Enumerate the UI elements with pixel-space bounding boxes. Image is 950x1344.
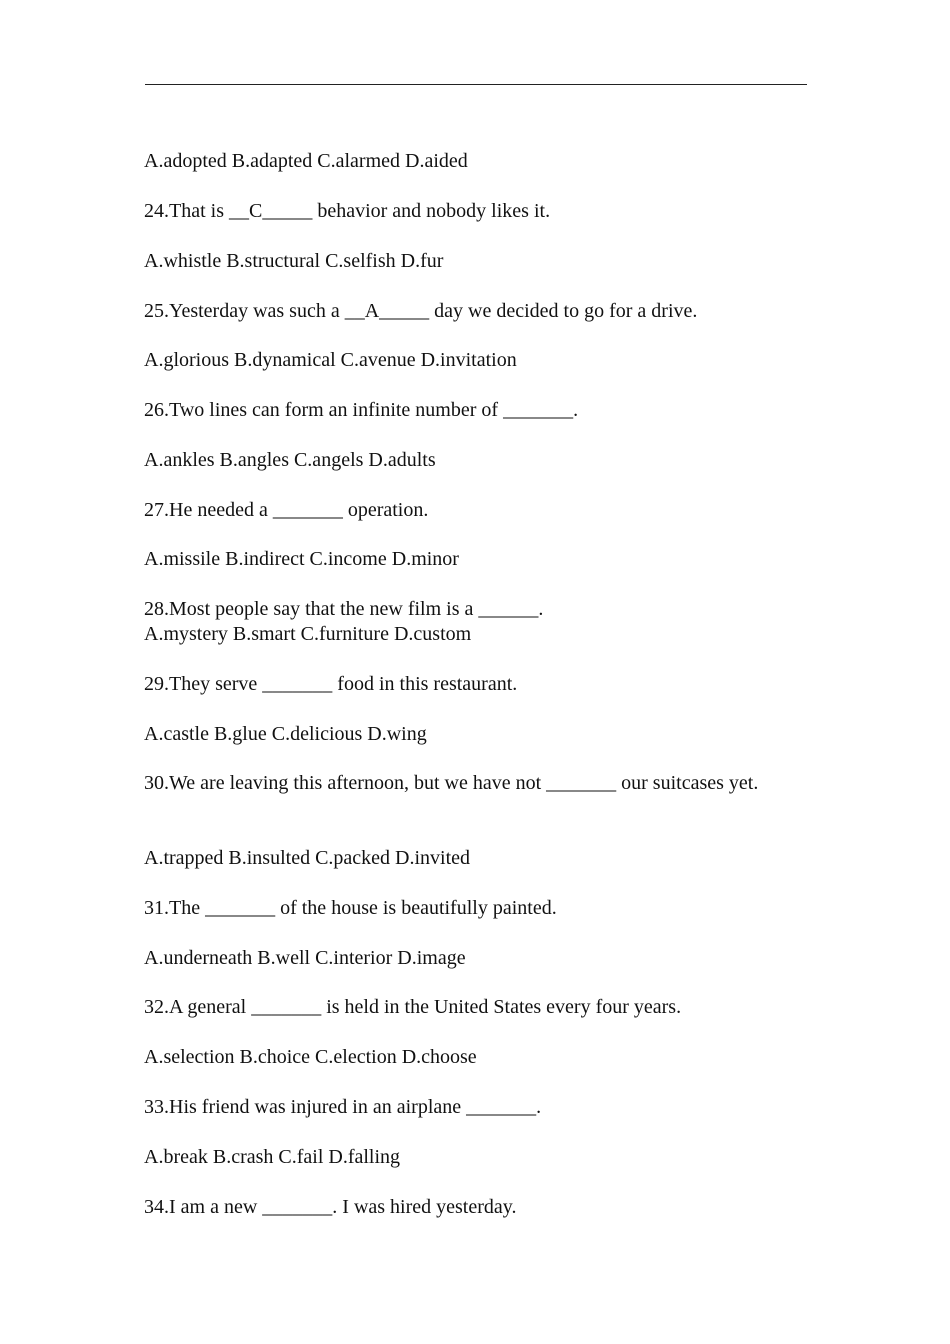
q30-options: A.trapped B.insulted C.packed D.invited	[144, 847, 471, 869]
q32-options: A.selection B.choice C.election D.choose	[144, 1046, 477, 1068]
q30-question: 30.We are leaving this afternoon, but we have not _______ our suitcases yet.	[144, 772, 759, 794]
header-rule	[145, 84, 807, 85]
q27-options: A.missile B.indirect C.income D.minor	[144, 548, 459, 570]
q24-options: A.whistle B.structural C.selfish D.fur	[144, 250, 444, 272]
q25-options: A.glorious B.dynamical C.avenue D.invitation	[144, 349, 517, 371]
q29-question: 29.They serve _______ food in this restaurant.	[144, 673, 518, 695]
q34-question: 34.I am a new _______. I was hired yesterday.	[144, 1196, 517, 1218]
q31-options: A.underneath B.well C.interior D.image	[144, 947, 466, 969]
q27-question: 27.He needed a _______ operation.	[144, 499, 429, 521]
q31-question: 31.The _______ of the house is beautifully painted.	[144, 897, 557, 919]
q24-question: 24.That is __C_____ behavior and nobody likes it.	[144, 200, 551, 222]
q25-question: 25.Yesterday was such a __A_____ day we decided to go for a drive.	[144, 300, 698, 322]
q26-question: 26.Two lines can form an infinite number of _______.	[144, 399, 579, 421]
q28-question: 28.Most people say that the new film is a ______.	[144, 598, 544, 620]
q33-question: 33.His friend was injured in an airplane _______.	[144, 1096, 542, 1118]
q29-options: A.castle B.glue C.delicious D.wing	[144, 723, 427, 745]
q33-options: A.break B.crash C.fail D.falling	[144, 1146, 401, 1168]
q28-options: A.mystery B.smart C.furniture D.custom	[144, 623, 472, 645]
q26-options: A.ankles B.angles C.angels D.adults	[144, 449, 436, 471]
q23-options: A.adopted B.adapted C.alarmed D.aided	[144, 150, 468, 172]
q32-question: 32.A general _______ is held in the United States every four years.	[144, 996, 682, 1018]
